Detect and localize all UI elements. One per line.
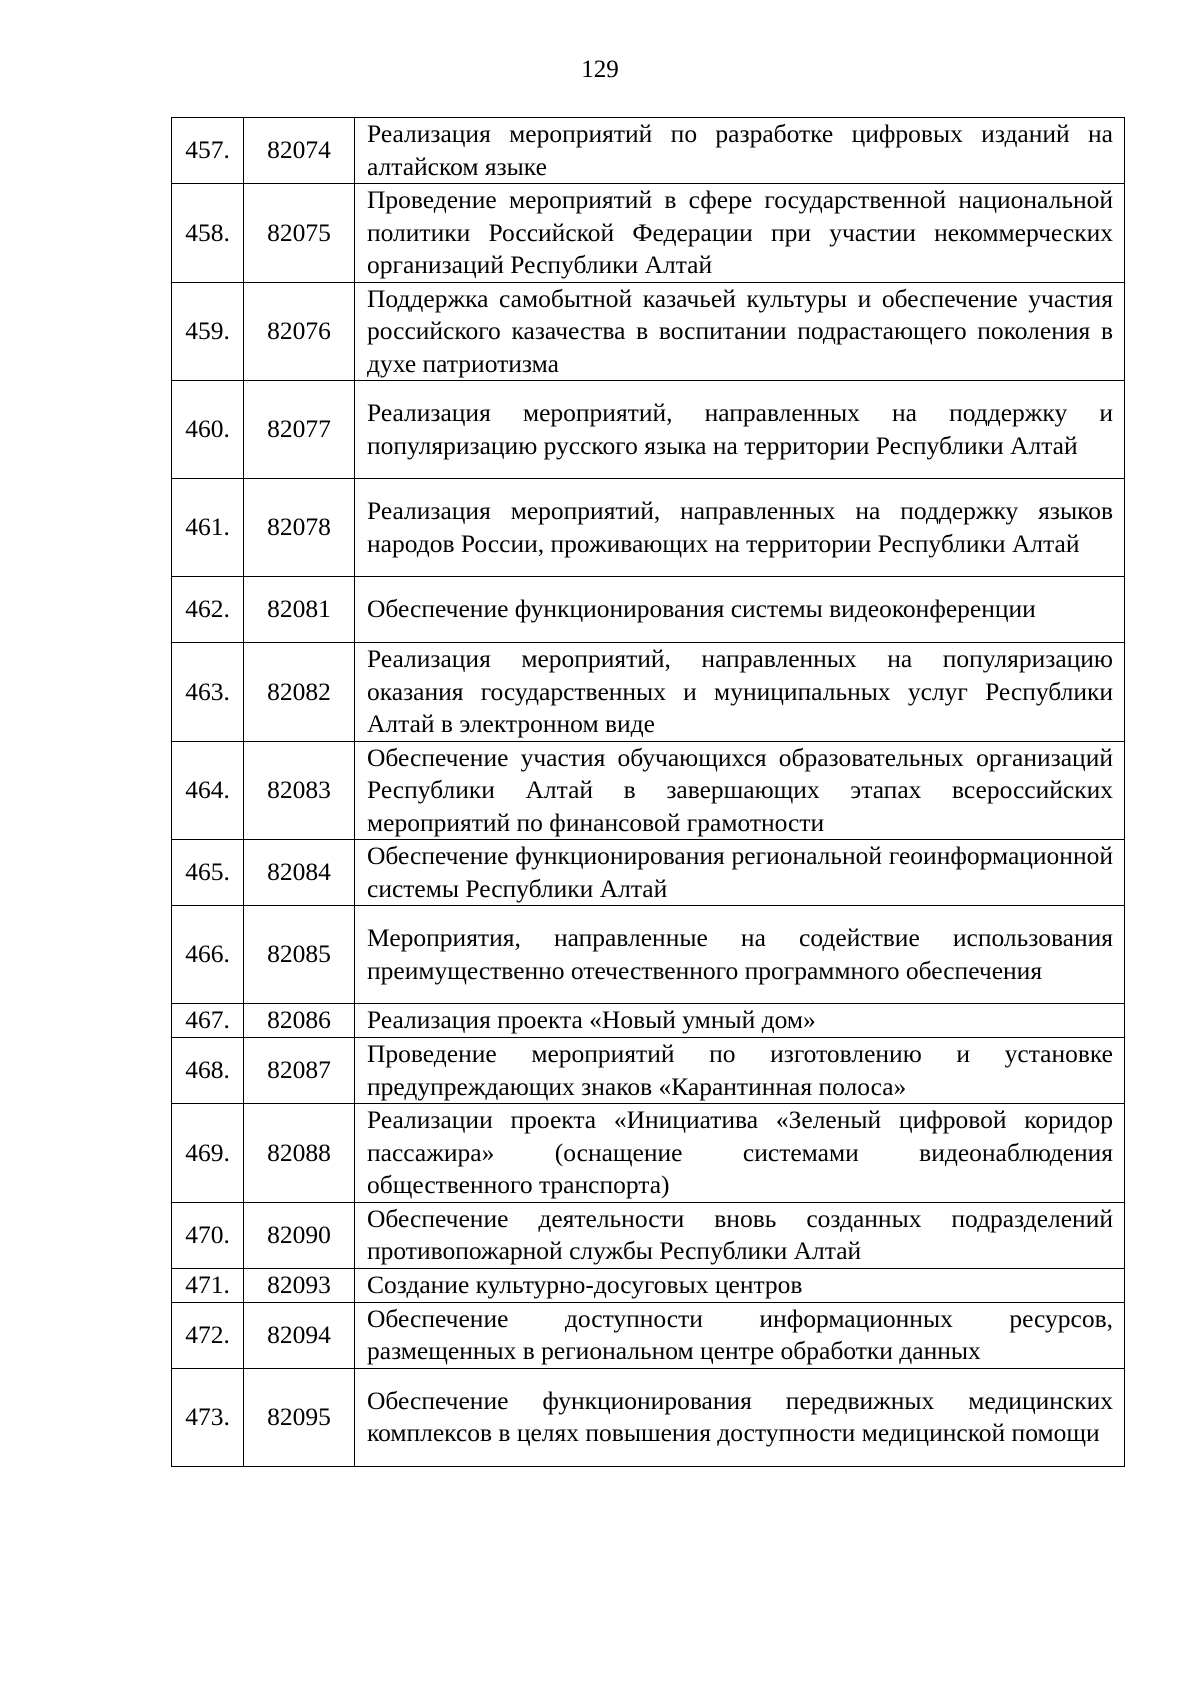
row-number: 457. xyxy=(172,118,244,184)
row-code: 82088 xyxy=(244,1104,355,1203)
row-description: Реализация мероприятий по разработке цифровых изданий на алтайском языке xyxy=(355,118,1125,184)
table-row xyxy=(172,577,1125,643)
row-number: 470. xyxy=(172,1202,244,1268)
table-row xyxy=(172,479,1125,577)
table-row xyxy=(172,906,1125,1004)
row-description: Обеспечение функционирования передвижных медицинских комплексов в целях повышения доступности медицинской помощи xyxy=(355,1368,1125,1466)
row-description: Обеспечение деятельности вновь созданных подразделений противопожарной службы Республики Алтай xyxy=(355,1202,1125,1268)
row-number: 463. xyxy=(172,643,244,742)
row-code: 82081 xyxy=(244,577,355,643)
row-description: Мероприятия, направленные на содействие использования преимущественно отечественного программного обеспечения xyxy=(355,906,1125,1004)
table-row xyxy=(172,1038,1125,1104)
row-description: Реализации проекта «Инициатива «Зеленый цифровой коридор пассажира» (оснащение системами видеонаблюдения общественного транспорта) xyxy=(355,1104,1125,1203)
table-row xyxy=(172,184,1125,283)
row-number: 465. xyxy=(172,840,244,906)
row-number: 464. xyxy=(172,741,244,840)
row-number: 466. xyxy=(172,906,244,1004)
row-code: 82094 xyxy=(244,1302,355,1368)
row-number: 461. xyxy=(172,479,244,577)
table-body xyxy=(172,118,1125,1467)
row-number: 473. xyxy=(172,1368,244,1466)
row-code: 82093 xyxy=(244,1268,355,1302)
row-number: 459. xyxy=(172,282,244,381)
row-description: Проведение мероприятий в сфере государственной национальной политики Российской Федерации при участии некоммерческих организаций Республики Алтай xyxy=(355,184,1125,283)
row-code: 82085 xyxy=(244,906,355,1004)
row-number: 458. xyxy=(172,184,244,283)
row-description: Поддержка самобытной казачьей культуры и обеспечение участия российского казачества в воспитании подрастающего поколения в духе патриотизма xyxy=(355,282,1125,381)
row-code: 82078 xyxy=(244,479,355,577)
row-description: Реализация мероприятий, направленных на поддержку языков народов России, проживающих на территории Республики Алтай xyxy=(355,479,1125,577)
table-row xyxy=(172,1302,1125,1368)
row-number: 469. xyxy=(172,1104,244,1203)
row-code: 82083 xyxy=(244,741,355,840)
table-row xyxy=(172,741,1125,840)
page-number: 129 xyxy=(581,56,619,83)
table-row xyxy=(172,1104,1125,1203)
row-number: 468. xyxy=(172,1038,244,1104)
row-code: 82087 xyxy=(244,1038,355,1104)
row-number: 467. xyxy=(172,1004,244,1038)
table-row xyxy=(172,1202,1125,1268)
row-code: 82082 xyxy=(244,643,355,742)
row-number: 472. xyxy=(172,1302,244,1368)
row-description: Обеспечение доступности информационных ресурсов, размещенных в региональном центре обработки данных xyxy=(355,1302,1125,1368)
table-row xyxy=(172,1268,1125,1302)
row-description: Реализация мероприятий, направленных на поддержку и популяризацию русского языка на территории Республики Алтай xyxy=(355,381,1125,479)
row-code: 82086 xyxy=(244,1004,355,1038)
row-code: 82090 xyxy=(244,1202,355,1268)
row-code: 82084 xyxy=(244,840,355,906)
row-description: Реализация проекта «Новый умный дом» xyxy=(355,1004,1125,1038)
row-description: Проведение мероприятий по изготовлению и установке предупреждающих знаков «Карантинная полоса» xyxy=(355,1038,1125,1104)
row-number: 471. xyxy=(172,1268,244,1302)
row-description: Обеспечение функционирования региональной геоинформационной системы Республики Алтай xyxy=(355,840,1125,906)
row-description: Реализация мероприятий, направленных на популяризацию оказания государственных и муниципальных услуг Республики Алтай в электронном виде xyxy=(355,643,1125,742)
row-description: Создание культурно-досуговых центров xyxy=(355,1268,1125,1302)
row-code: 82095 xyxy=(244,1368,355,1466)
row-code: 82074 xyxy=(244,118,355,184)
table-row xyxy=(172,643,1125,742)
table-row xyxy=(172,1368,1125,1466)
table-row xyxy=(172,840,1125,906)
row-number: 462. xyxy=(172,577,244,643)
row-code: 82077 xyxy=(244,381,355,479)
row-code: 82076 xyxy=(244,282,355,381)
table-row xyxy=(172,282,1125,381)
table-row xyxy=(172,381,1125,479)
table-row xyxy=(172,118,1125,184)
row-number: 460. xyxy=(172,381,244,479)
budget-code-table xyxy=(171,117,1125,1467)
row-code: 82075 xyxy=(244,184,355,283)
row-description: Обеспечение функционирования системы видеоконференции xyxy=(355,577,1125,643)
table-row xyxy=(172,1004,1125,1038)
row-description: Обеспечение участия обучающихся образовательных организаций Республики Алтай в завершающих этапах всероссийских мероприятий по финансовой грамотности xyxy=(355,741,1125,840)
